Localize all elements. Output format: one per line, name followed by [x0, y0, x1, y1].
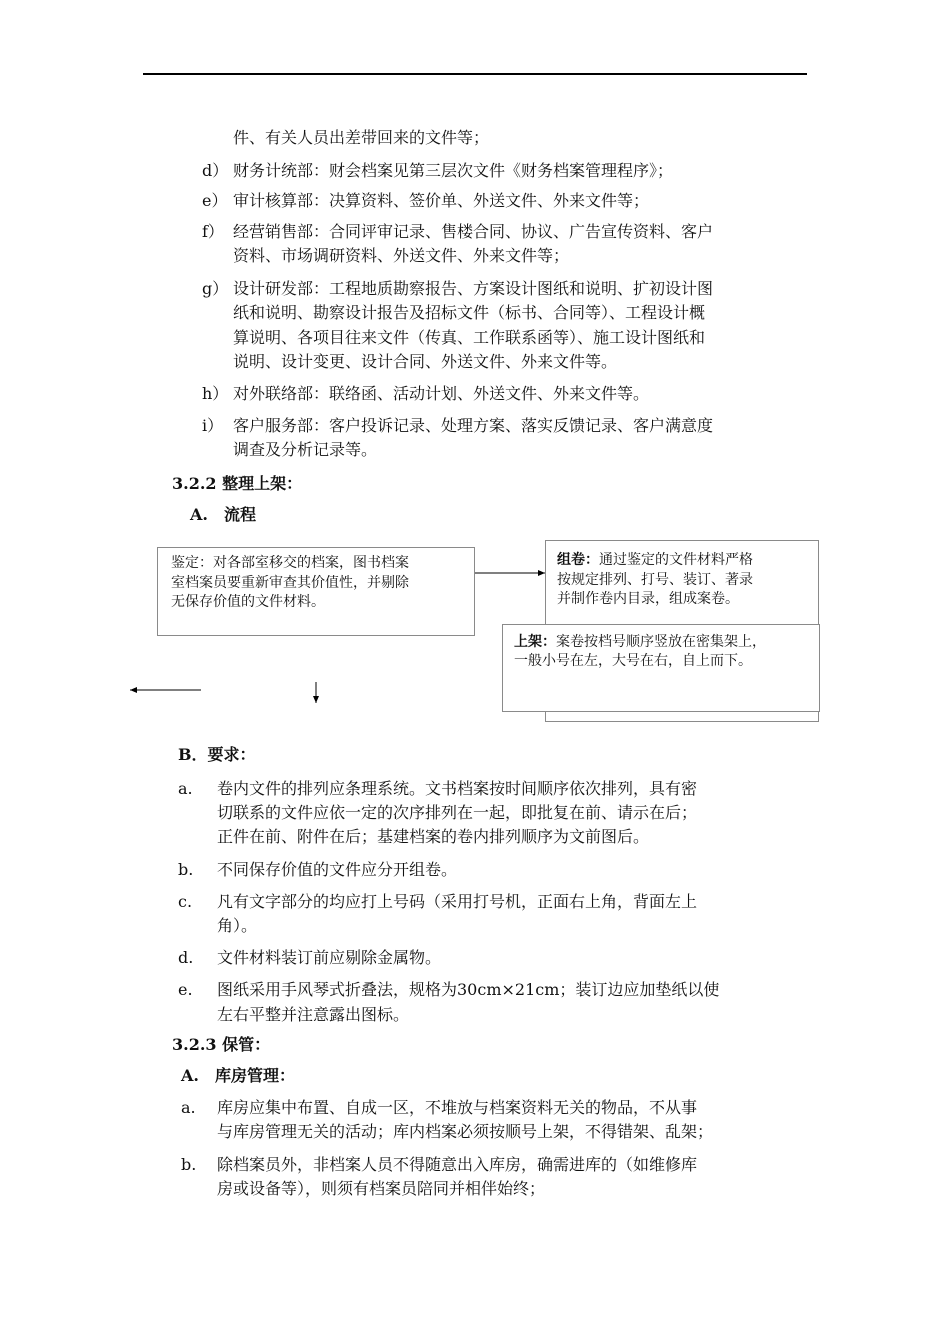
- list-item-design-line1: 设计研发部：工程地质勘察报告、方案设计图纸和说明、扩初设计图: [233, 279, 714, 298]
- req-d-line1: 文件材料装订前应剔除金属物。: [217, 948, 442, 967]
- flow-box-grouping-line1: [557, 551, 753, 569]
- list-marker: c.: [178, 892, 193, 911]
- storage-b-line2: 房或设备等），则须有档案员陪同并相伴始终；: [217, 1179, 546, 1198]
- flow-box-grouping-line2: 按规定排列、打号、装订、著录: [557, 572, 753, 588]
- req-a-line1: 卷内文件的排列应条理系统。文书档案按时间顺序依次排列，具有密: [217, 779, 698, 798]
- flow-box-shelving-line2: 一般小号在左，大号在右，自上而下。: [514, 653, 752, 669]
- req-e-line1: 图纸采用手风琴式折叠法，规格为30cm×21cm；装订边应加垫纸以使: [217, 980, 720, 999]
- flow-box-appraisal-line2: 室档案员要重新审查其价值性，并剔除: [171, 575, 409, 591]
- flow-box-grouping-line3: 并制作卷内目录，组成案卷。: [557, 591, 739, 607]
- req-a-line2: 切联系的文件应依一定的次序排列在一起，即批复在前、请示在后；: [217, 803, 698, 822]
- req-b-line1: 不同保存价值的文件应分开组卷。: [217, 860, 458, 879]
- list-item-continuation: 件、有关人员出差带回来的文件等；: [233, 128, 490, 147]
- list-item-liaison: 对外联络部：联络函、活动计划、外送文件、外来文件等。: [233, 384, 650, 403]
- list-marker: i）: [202, 416, 224, 435]
- flow-box-appraisal-line3: 无保存价值的文件材料。: [171, 594, 325, 610]
- list-marker: d）: [202, 161, 229, 180]
- list-item-sales-line2: 资料、市场调研资料、外送文件、外来文件等；: [233, 246, 570, 265]
- flow-box-grouping-label: 组卷：: [557, 552, 599, 568]
- req-c-line2: 角）。: [217, 916, 258, 935]
- section-heading-323: 3.2.3 保管：: [172, 1035, 271, 1054]
- list-item-design-line4: 说明、设计变更、设计合同、外送文件、外来文件等。: [233, 352, 618, 371]
- list-item-finance: 财务计统部：财会档案见第三层次文件《财务档案管理程序》；: [233, 161, 674, 180]
- list-item-sales-line1: 经营销售部：合同评审记录、售楼合同、协议、广告宣传资料、客户: [233, 222, 714, 241]
- req-c-line1: 凡有文字部分的均应打上号码（采用打号机，正面右上角，背面左上: [217, 892, 698, 911]
- subheading-storage: A. 库房管理：: [181, 1066, 295, 1085]
- storage-b-line1: 除档案员外，非档案人员不得随意出入库房，确需进库的（如维修库: [217, 1155, 698, 1174]
- list-marker: b.: [181, 1155, 197, 1174]
- list-marker: d.: [178, 948, 194, 967]
- section-heading-322: 3.2.2 整理上架：: [172, 474, 303, 493]
- list-item-service-line1: 客户服务部：客户投诉记录、处理方案、落实反馈记录、客户满意度: [233, 416, 714, 435]
- list-item-design-line3: 算说明、各项目往来文件（传真、工作联系函等）、施工设计图纸和: [233, 328, 706, 347]
- list-marker: e.: [178, 980, 193, 999]
- list-item-service-line2: 调查及分析记录等。: [233, 440, 378, 459]
- storage-a-line2: 与库房管理无关的活动；库内档案必须按顺号上架，不得错架、乱架；: [217, 1122, 714, 1141]
- list-marker: a.: [178, 779, 193, 798]
- subheading-process: A. 流程: [190, 505, 256, 524]
- list-marker: e）: [202, 191, 228, 210]
- flow-box-shelving-text: 案卷按档号顺序竖放在密集架上，: [556, 634, 766, 650]
- list-marker: b.: [178, 860, 194, 879]
- flow-box-shelving-label: 上架：: [514, 634, 556, 650]
- list-marker: a.: [181, 1098, 196, 1117]
- storage-a-line1: 库房应集中布置、自成一区，不堆放与档案资料无关的物品，不从事: [217, 1098, 698, 1117]
- list-item-audit: 审计核算部：决算资料、签价单、外送文件、外来文件等；: [233, 191, 650, 210]
- flow-box-appraisal-line1: 鉴定：对各部室移交的档案，图书档案: [171, 555, 409, 571]
- req-e-line2: 左右平整并注意露出图标。: [217, 1005, 410, 1024]
- list-item-design-line2: 纸和说明、勘察设计报告及招标文件（标书、合同等）、工程设计概: [233, 303, 706, 322]
- subheading-requirements: B．要求：: [178, 745, 256, 764]
- list-marker: h）: [202, 384, 229, 403]
- list-marker: g）: [202, 279, 229, 298]
- list-marker: f）: [202, 222, 224, 241]
- req-a-line3: 正件在前、附件在后；基建档案的卷内排列顺序为文前图后。: [217, 827, 650, 846]
- flow-box-grouping-text: 通过鉴定的文件材料严格: [599, 552, 753, 568]
- flow-box-shelving-line1: [514, 633, 766, 651]
